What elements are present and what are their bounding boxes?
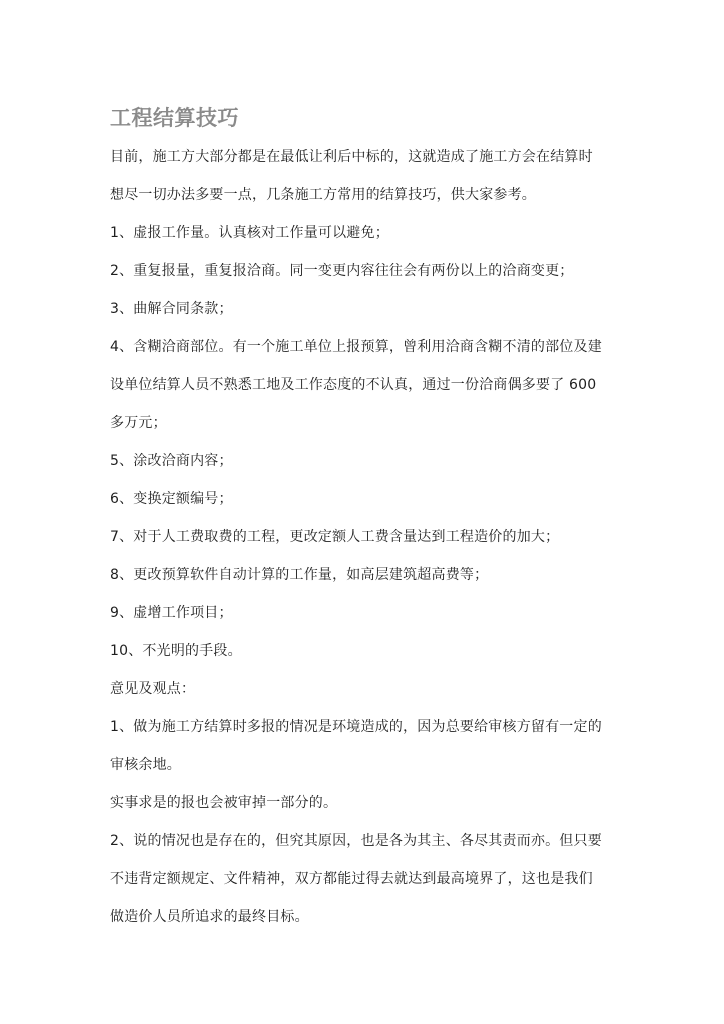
opinion-line: 实事求是的报也会被审掉一部分的。 [110,795,338,811]
opinions-heading: 意见及观点： [110,681,196,697]
opinion-line: 审核余地。 [110,757,181,773]
opinion-line: 做造价人员所追求的最终目标。 [110,909,309,925]
list-item: 3、曲解合同条款； [110,301,233,317]
opinion-line: 2、说的情况也是存在的，但究其原因，也是各为其主、各尽其责而亦。但只要 [110,833,602,849]
list-item: 6、变换定额编号； [110,491,233,507]
list-item: 多万元； [110,415,167,431]
opinion-line: 不违背定额规定、文件精神，双方都能过得去就达到最高境界了，这也是我们 [110,871,593,887]
list-item: 9、虚增工作项目； [110,605,233,621]
list-item: 10、不光明的手段。 [110,643,242,659]
intro-line: 想尽一切办法多要一点，几条施工方常用的结算技巧，供大家参考。 [110,187,536,203]
list-item: 4、含糊洽商部位。有一个施工单位上报预算，曾利用洽商含糊不清的部位及建 [110,339,602,355]
list-item: 2、重复报量，重复报洽商。同一变更内容往往会有两份以上的洽商变更； [110,263,574,279]
document-title: 工程结算技巧 [110,106,239,130]
list-item: 7、对于人工费取费的工程，更改定额人工费含量达到工程造价的加大； [110,529,560,545]
list-item: 设单位结算人员不熟悉工地及工作态度的不认真，通过一份洽商偶多要了 600 [110,377,597,393]
document-page [110,100,620,936]
intro-line: 目前，施工方大部分都是在最低让利后中标的，这就造成了施工方会在结算时 [110,149,593,165]
list-item: 8、更改预算软件自动计算的工作量，如高层建筑超高费等； [110,567,489,583]
opinion-line: 1、做为施工方结算时多报的情况是环境造成的，因为总要给审核方留有一定的 [110,719,602,735]
list-item: 5、涂改洽商内容； [110,453,233,469]
list-item: 1、虚报工作量。认真核对工作量可以避免； [110,225,389,241]
